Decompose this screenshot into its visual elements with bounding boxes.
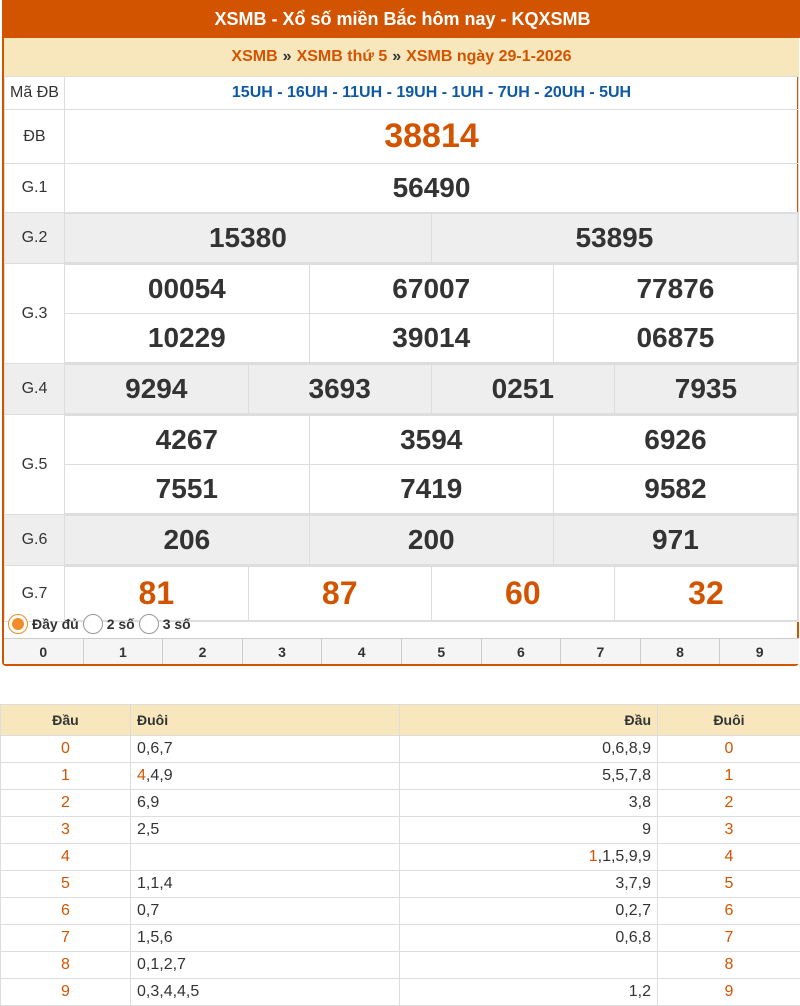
head-digit: 4 xyxy=(1,844,131,871)
table-row xyxy=(1,871,800,898)
prize-number: 56490 xyxy=(65,164,799,213)
head-list: 0,6,8,9 xyxy=(400,736,658,763)
prize-label: Mã ĐB xyxy=(5,77,65,110)
prize-number: 00054 xyxy=(65,265,309,314)
head-list: 5,5,7,8 xyxy=(400,763,658,790)
tail-list: 0,3,4,4,5 xyxy=(131,979,400,1006)
prize-number: 7551 xyxy=(65,465,309,514)
prize-label: ĐB xyxy=(5,110,65,164)
radio-two-digits[interactable] xyxy=(83,614,103,634)
digit-filter-1[interactable]: 1 xyxy=(83,639,163,664)
tail-list-rest: ,4,9 xyxy=(145,767,173,784)
row-ma-db xyxy=(5,77,799,110)
breadcrumb xyxy=(4,38,799,76)
prize-label: G.6 xyxy=(5,515,65,566)
prize-number: 200 xyxy=(309,516,553,565)
prize-label: G.7 xyxy=(5,566,65,622)
col-header-dau: Đầu xyxy=(1,705,131,736)
head-list: 3,8 xyxy=(400,790,658,817)
prize-label: G.2 xyxy=(5,213,65,264)
prize-number: 7419 xyxy=(309,465,553,514)
head-digit: 9 xyxy=(1,979,131,1006)
col-header-dau-2: Đầu xyxy=(400,705,658,736)
special-codes: 15UH - 16UH - 11UH - 19UH - 1UH - 7UH - 20UH - 5UH xyxy=(65,77,799,110)
page-title: XSMB - Xổ số miền Bắc hôm nay - KQXSMB xyxy=(2,0,800,38)
special-head-highlight: 1 xyxy=(588,848,598,865)
display-options xyxy=(4,610,799,638)
special-tail-highlight: 4 xyxy=(137,767,146,784)
digit-filter-8[interactable]: 8 xyxy=(640,639,720,664)
option-two-digits[interactable] xyxy=(83,614,135,634)
digit-filter-6[interactable]: 6 xyxy=(481,639,561,664)
table-row xyxy=(1,763,800,790)
breadcrumb-separator: » xyxy=(282,48,292,65)
table-row xyxy=(1,844,800,871)
tail-digit: 9 xyxy=(658,979,800,1006)
tail-digit: 2 xyxy=(658,790,800,817)
table-row xyxy=(1,736,800,763)
table-row xyxy=(1,979,800,1006)
digit-filter xyxy=(4,638,799,664)
table-row xyxy=(1,817,800,844)
option-full[interactable] xyxy=(8,614,79,634)
tail-list: 0,6,7 xyxy=(131,736,400,763)
radio-full-selected[interactable] xyxy=(8,614,28,634)
tail-list xyxy=(131,763,400,790)
prize-number: 06875 xyxy=(553,314,797,363)
tail-digit: 0 xyxy=(658,736,800,763)
prize-number: 87 xyxy=(248,567,431,621)
tail-list xyxy=(131,844,400,871)
row-g6 xyxy=(5,515,799,566)
prize-number: 206 xyxy=(65,516,309,565)
option-three-digits[interactable] xyxy=(139,614,191,634)
tail-digit: 4 xyxy=(658,844,800,871)
special-prize-number: 38814 xyxy=(65,110,799,164)
prize-number: 67007 xyxy=(309,265,553,314)
tail-list: 2,5 xyxy=(131,817,400,844)
head-list: 9 xyxy=(400,817,658,844)
row-g2 xyxy=(5,213,799,264)
digit-filter-4[interactable]: 4 xyxy=(321,639,401,664)
tail-list: 0,7 xyxy=(131,898,400,925)
table-row xyxy=(1,898,800,925)
head-digit: 3 xyxy=(1,817,131,844)
prize-number: 60 xyxy=(431,567,614,621)
digit-filter-0[interactable]: 0 xyxy=(39,643,48,660)
col-header-duoi-2: Đuôi xyxy=(658,705,800,736)
result-table xyxy=(4,76,799,622)
prize-label: G.4 xyxy=(5,364,65,415)
option-two-digits-label: 2 số xyxy=(106,616,135,632)
head-digit: 0 xyxy=(1,736,131,763)
prize-number: 0251 xyxy=(431,365,614,414)
head-list: 0,2,7 xyxy=(400,898,658,925)
head-digit: 5 xyxy=(1,871,131,898)
radio-three-digits[interactable] xyxy=(139,614,159,634)
row-db xyxy=(5,110,799,164)
row-g4 xyxy=(5,364,799,415)
breadcrumb-separator: » xyxy=(392,48,402,65)
breadcrumb-link-weekday[interactable]: XSMB thứ 5 xyxy=(296,48,388,65)
prize-number: 971 xyxy=(553,516,797,565)
prize-number: 7935 xyxy=(614,365,797,414)
prize-number: 3594 xyxy=(309,416,553,465)
row-g3 xyxy=(5,264,799,364)
prize-number: 9582 xyxy=(553,465,797,514)
head-list-rest: ,1,5,9,9 xyxy=(597,848,651,865)
head-digit: 6 xyxy=(1,898,131,925)
tail-digit: 3 xyxy=(658,817,800,844)
head-list: 1,2 xyxy=(400,979,658,1006)
head-list: 3,7,9 xyxy=(400,871,658,898)
option-three-digits-label: 3 số xyxy=(162,616,191,632)
prize-number: 39014 xyxy=(309,314,553,363)
digit-filter-9[interactable]: 9 xyxy=(719,639,799,664)
digit-filter-7[interactable]: 7 xyxy=(560,639,640,664)
prize-number: 4267 xyxy=(65,416,309,465)
head-digit: 1 xyxy=(1,763,131,790)
breadcrumb-link-date[interactable]: XSMB ngày 29-1-2026 xyxy=(406,48,572,65)
tail-list: 6,9 xyxy=(131,790,400,817)
digit-filter-5[interactable]: 5 xyxy=(401,639,481,664)
prize-number: 6926 xyxy=(553,416,797,465)
prize-label: G.1 xyxy=(5,164,65,213)
breadcrumb-link-xsmb[interactable]: XSMB xyxy=(231,48,278,65)
table-row xyxy=(1,925,800,952)
result-card xyxy=(2,0,799,666)
row-g1 xyxy=(5,164,799,213)
option-full-label: Đầy đủ xyxy=(32,616,79,632)
tail-digit: 6 xyxy=(658,898,800,925)
tail-list: 0,1,2,7 xyxy=(131,952,400,979)
head-list: 0,6,8 xyxy=(400,925,658,952)
tail-digit: 5 xyxy=(658,871,800,898)
tail-digit: 7 xyxy=(658,925,800,952)
prize-number: 3693 xyxy=(248,365,431,414)
table-row xyxy=(1,790,800,817)
digit-filter-2[interactable]: 2 xyxy=(162,639,242,664)
prize-number: 15380 xyxy=(65,214,431,263)
loto-head-tail-table xyxy=(0,704,800,1006)
table-row xyxy=(1,952,800,979)
digit-filter-3[interactable]: 3 xyxy=(242,639,322,664)
head-digit: 2 xyxy=(1,790,131,817)
tail-list: 1,1,4 xyxy=(131,871,400,898)
prize-label: G.5 xyxy=(5,415,65,515)
tail-list: 1,5,6 xyxy=(131,925,400,952)
prize-number: 9294 xyxy=(65,365,248,414)
prize-number: 81 xyxy=(65,567,248,621)
col-header-duoi: Đuôi xyxy=(131,705,400,736)
prize-number: 10229 xyxy=(65,314,309,363)
prize-number: 77876 xyxy=(553,265,797,314)
head-digit: 7 xyxy=(1,925,131,952)
row-g5 xyxy=(5,415,799,515)
head-list xyxy=(400,844,658,871)
head-digit: 8 xyxy=(1,952,131,979)
prize-number: 32 xyxy=(614,567,797,621)
prize-label: G.3 xyxy=(5,264,65,364)
prize-number: 53895 xyxy=(431,214,797,263)
tail-digit: 1 xyxy=(658,763,800,790)
head-list xyxy=(400,952,658,979)
tail-digit: 8 xyxy=(658,952,800,979)
